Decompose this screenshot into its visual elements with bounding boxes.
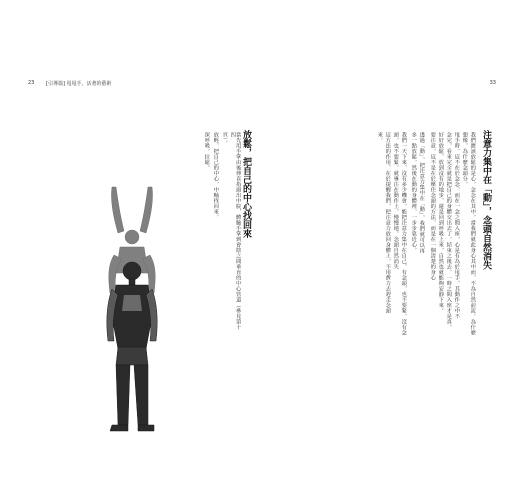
right-page-number: 33 xyxy=(489,80,496,86)
right-body-line: 甩手時，這不在於念念，而在一念之間入座，心是有為於甩手，其動作之中不 xyxy=(453,132,460,319)
right-body-line: 多一點放鬆，然後在動的身體裡，一步步靠近心。 xyxy=(410,132,417,253)
left-page-number: 23 xyxy=(28,80,35,86)
right-body-line: 頭，也不要緊。就專注在動作上，慢慢地，念頭自然消失 xyxy=(392,132,399,270)
right-page xyxy=(268,80,500,380)
right-section-title: 注意力集中在「動」，念頭自然消失 xyxy=(481,130,491,270)
right-body-line: 我們一天下來，沒有多少機會，能把注意力集中在自己，有念頭，也不要緊，沒有念 xyxy=(400,132,407,336)
left-running-title: [引導篇] 甩甩手，活著的藝術 xyxy=(46,81,112,87)
right-body-line: 我們應該放鬆的是心，念念在其中，當我們就此身心其中而，不為自然前流。為什麼 xyxy=(469,132,476,336)
right-body-line: 想像，為什麼念頭分。 xyxy=(461,132,468,187)
exercise-photo xyxy=(88,175,176,435)
left-section-title: 放鬆，把自己的中心找回來 xyxy=(241,130,251,238)
left-body-line: 頁）。 xyxy=(221,132,228,146)
left-page xyxy=(28,80,260,380)
left-body-line: 當先用手掌由後伸直指頭出中脘，體驗手掌到會陰之間垂直的中心管道（參見第十四 xyxy=(229,132,241,330)
left-body-line: 深呼吸，拉鬆。 xyxy=(203,132,210,171)
right-body-line: 好好放鬆，放到沒有的地步，還是回到呼吸上來，自然也就能夠安靜下來。 xyxy=(437,132,444,314)
right-body-line: 念完，看來完全就是把自己的身體交出去了，結束之後去，一時之間入座才是真。 xyxy=(445,132,452,330)
right-body-line: 要注意，這不是在於壓住念頭的方法，而是在一個清楚的身心 xyxy=(429,132,436,281)
right-body-line: 來。 xyxy=(376,132,383,143)
right-body-line: 透過「動」，把注意力集中在「動」，我們就可以再 xyxy=(418,132,425,254)
left-body-line: 放輕，把自己的中心，中軸找回來。 xyxy=(212,132,219,220)
right-body-line: 這方法的作用，在於提醒我們，把注意力放回身體上，不用費力去趕走念頭 xyxy=(384,132,391,314)
